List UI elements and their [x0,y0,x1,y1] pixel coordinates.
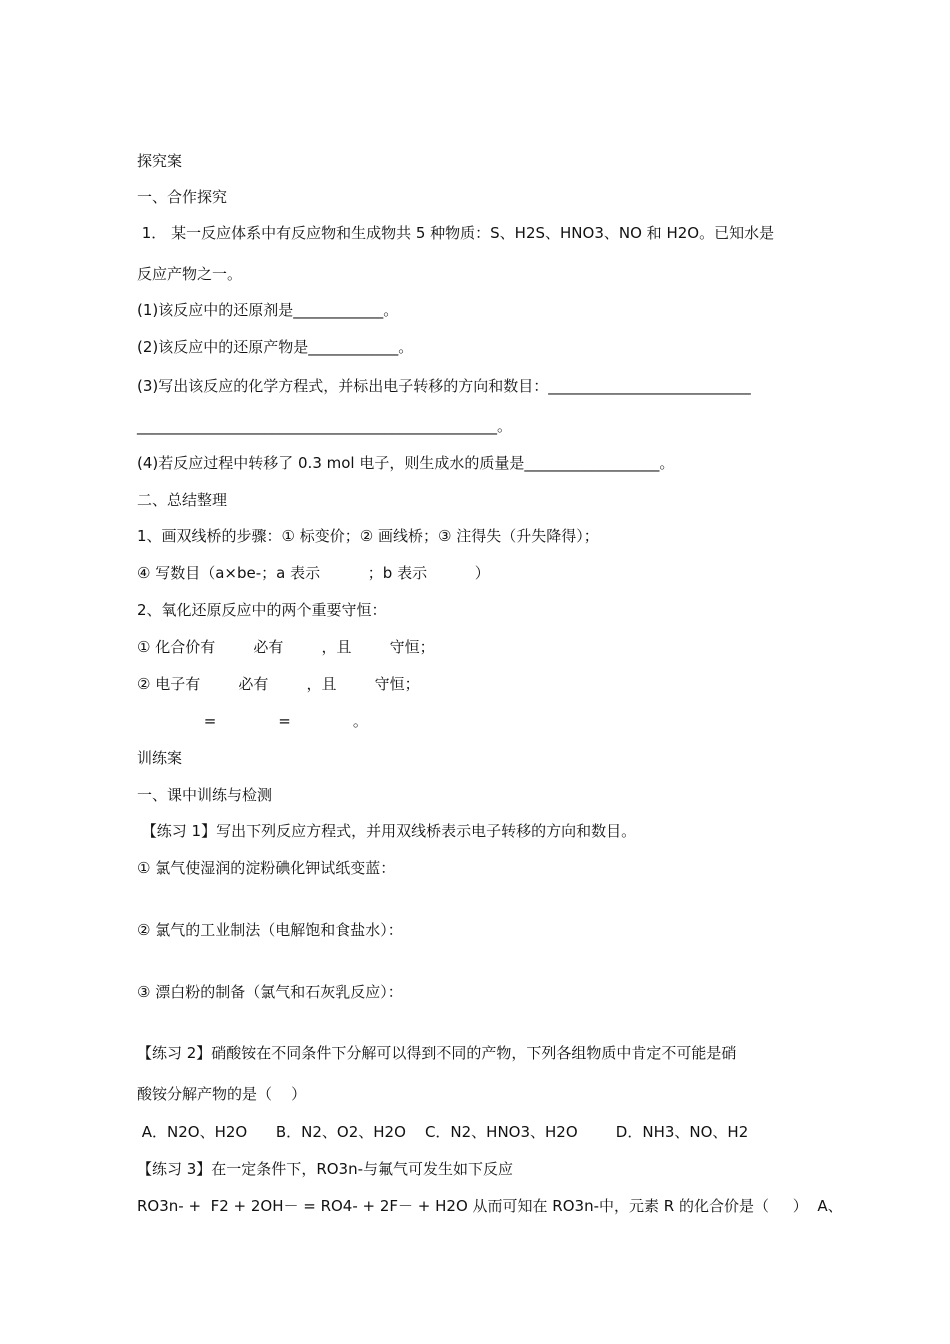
question-1-part-3-blank: ________________________________________________。 [137,417,513,435]
question-1-stem-cont: 反应产物之一。 [137,265,243,283]
question-1-part-1: (1)该反应中的还原剂是____________。 [137,301,399,319]
exercise-2-stem: 【练习 2】硝酸铵在不同条件下分解可以得到不同的产物，下列各组物质中肯定不可能是硝 [137,1044,737,1062]
summary-item-2-electron: ② 电子有 必有 ，且 守恒； [137,675,420,693]
exercise-3-equation: RO3n- + F2 + 2OH－ = RO4- + 2F－ + H2O 从而可知在 RO3n-中，元素 R 的化合价是（ ） A、 [137,1197,843,1215]
exercise-1-item-3: ③ 漂白粉的制备（氯气和石灰乳反应）： [137,983,403,1001]
question-1-part-3: (3)写出该反应的化学方程式，并标出电子转移的方向和数目：___________________________ [137,377,751,395]
exercise-2-options: A．N2O、H2O B．N2、O2、H2O C．N2、HNO3、H2O D．NH3、NO、H2 [137,1123,749,1141]
summary-item-2-equation: = = 。 [137,712,368,730]
summary-item-2: 2、氧化还原反应中的两个重要守恒： [137,601,387,619]
question-1-part-2: (2)该反应中的还原产物是____________。 [137,338,414,356]
section-in-class-training: 一、课中训练与检测 [137,786,273,804]
exercise-1-item-1: ① 氯气使湿润的淀粉碘化钾试纸变蓝： [137,859,396,877]
heading-explore: 探究案 [137,152,183,170]
question-1-part-4: (4)若反应过程中转移了 0.3 mol 电子，则生成水的质量是__________________。 [137,454,675,472]
summary-item-1-step-4: ④ 写数目（a×be-；a 表示 ；b 表示 ） [137,564,490,582]
summary-item-1: 1、画双线桥的步骤：① 标变价；② 画线桥；③ 注得失（升失降得）； [137,527,599,545]
exercise-1-stem: 【练习 1】写出下列反应方程式，并用双线桥表示电子转移的方向和数目。 [137,822,637,840]
exercise-2-stem-cont: 酸铵分解产物的是（ ） [137,1085,307,1103]
exercise-1-item-2: ② 氯气的工业制法（电解饱和食盐水）： [137,921,403,939]
section-cooperative-inquiry: 一、合作探究 [137,188,228,206]
heading-training: 训练案 [137,749,183,767]
section-summary: 二、总结整理 [137,491,228,509]
exercise-3-stem: 【练习 3】在一定条件下，RO3n-与氟气可发生如下反应 [137,1160,514,1178]
summary-item-2-valence: ① 化合价有 必有 ，且 守恒； [137,638,435,656]
question-1-stem: 1． 某一反应体系中有反应物和生成物共 5 种物质：S、H2S、HNO3、NO 和 H2O。已知水是 [137,224,775,242]
